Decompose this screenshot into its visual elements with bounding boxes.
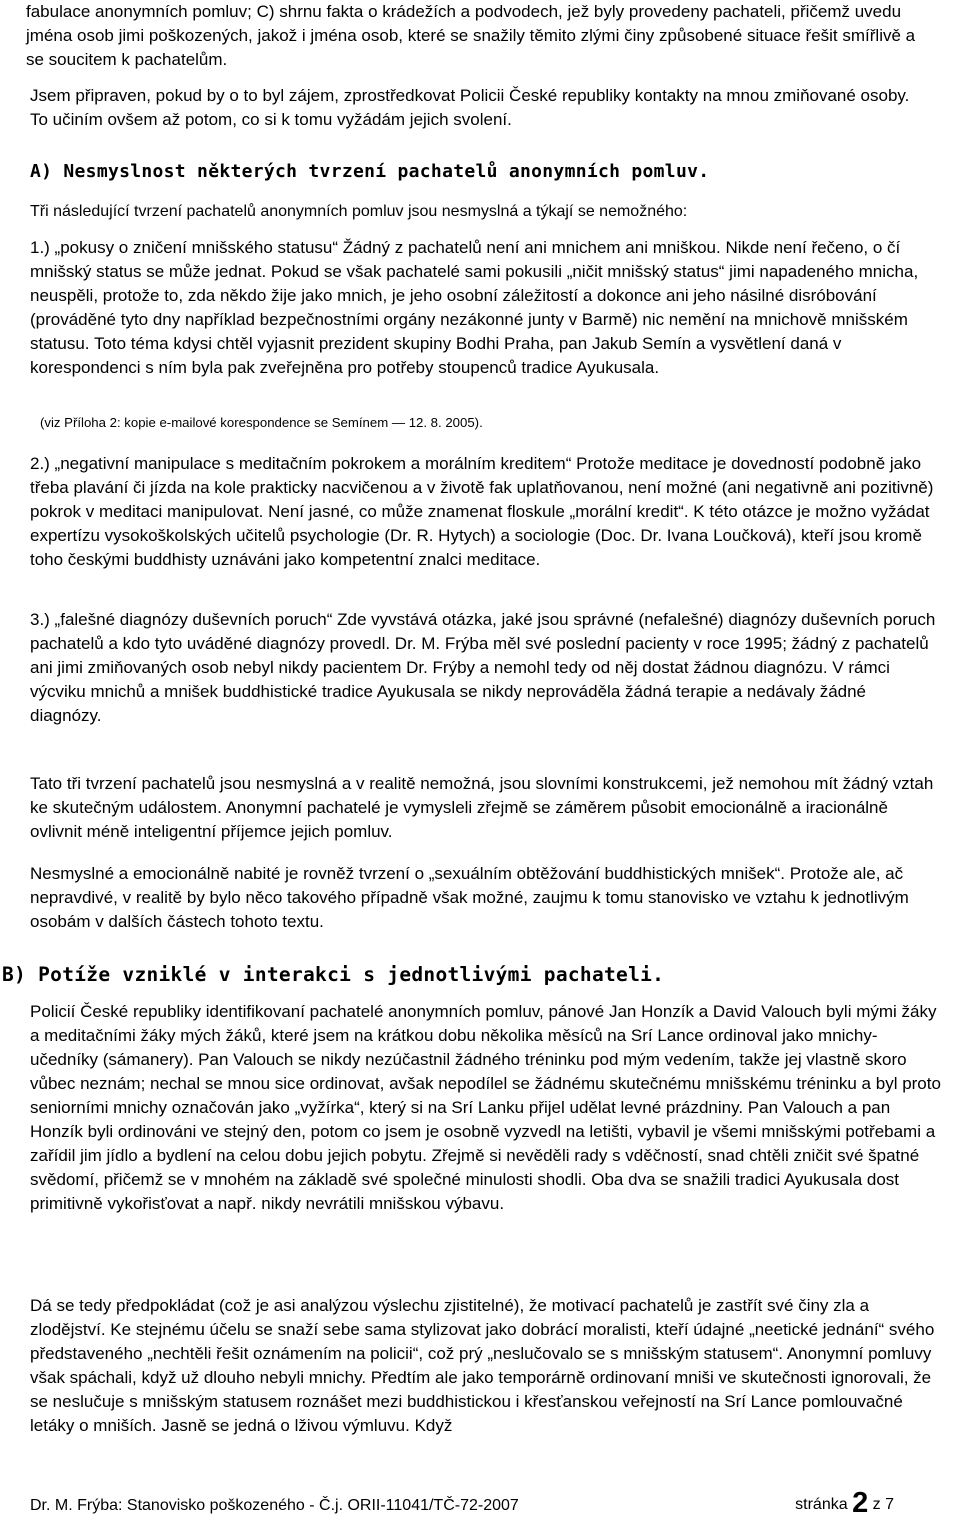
paragraph-harassment-claim: Nesmyslné a emocionálně nabité je rovněž tvrzení o „sexuálním obtěžování buddhistických mnišek“. Protože ale, ač nepravdivé, v realitě by bylo něco takového případně však možné, zaujmu k tomu stanovisko ve vztahu k jednotlivým osobám v dalších částech tohoto textu. [30, 864, 914, 931]
paragraph-intro-continuation: fabulace anonymních pomluv; C) shrnu fakta o krádežích a podvodech, jež byly provedeny pachateli, přičemž uvedu jména osob jimi poškozených, jakož i jména osob, které se snažily těmito zlými činy způsobené situace řešit smířlivě a se soucitem k pachatelům. [26, 2, 920, 69]
paragraph-perpetrators: Policií České republiky identifikovaní pachatelé anonymních pomluv, pánové Jan Honzík a David Valouch byli mými žáky a meditačními žáky mých žáků, které jsem na krátkou dobu několika měsíců na Srí Lance ordinoval jako mnichy-učedníky (sámanery). Pan Valouch se nikdy nezúčastnil žádného tréninku pod mým vedením, takže jej vlastně skoro vůbec neznám; nechal se mnou sice ordinovat, avšak nepodílel se žádnému skutečnému mnišskému tréninku a byl proto seniorními mnichy označován jako „vyžírka“, který si na Srí Lanku přijel udělat levné prázdniny. Pan Valouch a pan Honzík byli ordinováni ve stejný den, potom co jsem je osobně vyzvedl na letišti, vybavil je všemi mnišskými potřebami a zařídil jim jídlo a bydlení na celou dobu jejich pobytu. Zřejmě si nevěděli rady s vděčností, snad chtěli zničit své špatné svědomí, přičemž se v mnohém na základě své společné minulosti shodli. Oba dva se snažili tradici Ayukusala dost primitivně vykořisťovat a např. nikdy nevrátili mnišskou výbavu. [30, 1002, 946, 1213]
heading-section-b: B) Potíže vzniklé v interakci s jednotlivými pachateli. [2, 963, 665, 986]
paragraph-claim-3: 3.) „falešné diagnózy duševních poruch“ Zde vyvstává otázka, jaké jsou správné (nefalešné) diagnózy duševních poruch pachatelů a kdo tyto uváděné diagnózy provedl. Dr. M. Frýba měl své poslední pacienty v roce 1995; žádný z pachatelů ani jimi zmiňovaných osob nebyl nikdy pacientem Dr. Frýby a nemohl tedy od něj dostat žádnou diagnózu. V rámci výcviku mnichů a mnišek buddhistické tradice Ayukusala se nikdy neprováděla žádná terapie a nedávaly žádné diagnózy. [30, 610, 941, 725]
paragraph-claims-summary: Tato tři tvrzení pachatelů jsou nesmyslná a v realitě nemožná, jsou slovními konstrukcemi, jež nemohou mít žádný vztah ke skutečným událostem. Anonymní pachatelé je vymysleli zřejmě se záměrem působit emocionálně a iracionálně ovlivnit méně inteligentní příjemce jejich pomluv. [30, 774, 939, 841]
heading-section-a: A) Nesmyslnost některých tvrzení pachatelů anonymních pomluv. [30, 161, 710, 182]
paragraph-claim-2: 2.) „negativní manipulace s meditačním pokrokem a morálním kreditem“ Protože meditace je dovedností podobně jako třeba plavání či jízda na kole prakticky nacvičenou a v životě fak uplatňovanou, není možné (ani negativně ani pozitivně) pokrok v meditaci manipulovat. Není jasné, co může znamenat floskule „morální kredit“. K této otázce je možno vyžádat expertízu vysokoškolských učitelů psychologie (Dr. R. Hytych) a sociologie (Doc. Dr. Ivana Loučková), kteří jsou kromě toho českými buddhisty uznáváni jako kompetentní znalci meditace. [30, 454, 939, 569]
paragraph-three-claims-intro: Tři následující tvrzení pachatelů anonymních pomluv jsou nesmyslná a týkají se nemožného: [30, 203, 688, 220]
paragraph-claim-1-note: (viz Příloha 2: kopie e-mailové korespondence se Semínem — 12. 8. 2005). [40, 415, 483, 430]
footer-page-indicator [795, 1488, 894, 1520]
footer-document-reference: Dr. M. Frýba: Stanovisko poškozeného - Č.j. ORII-11041/TČ-72-2007 [30, 1497, 519, 1514]
footer-page-suffix: z 7 [872, 1496, 894, 1513]
paragraph-claim-1: 1.) „pokusy o zničení mnišského statusu“ Žádný z pachatelů není ani mnichem ani mniškou. Nikde není řečeno, o čí mnišský status se může jednat. Pokud se však pachatelé sami pokusili „ničit mnišský status“ jimi napadeného mnicha, neuspěli, protože to, zda někdo žije jako mnich, je jeho osobní záležitostí a dokonce ani jeho násilné disróbování (prováděné tyto dny například bezpečnostními orgány nezákonné junty v Barmě) nic nemění na mnichově mnišském statusu. Toto téma kdysi chtěl vyjasnit prezident skupiny Bodhi Praha, pan Jakub Semín a vysvětlení daná v korespondenci s ním byla pak zveřejněna pro potřeby stoupenců tradice Ayukusala. [30, 238, 923, 377]
paragraph-police-contacts: Jsem připraven, pokud by o to byl zájem, zprostředkovat Policii České republiky kontakty na mnou zmiňované osoby. To učiním ovšem až potom, co si k tomu vyžádám jejich svolení. [30, 86, 914, 129]
footer-page-prefix: stránka [795, 1496, 848, 1513]
footer-page-number: 2 [852, 1487, 869, 1519]
paragraph-motivation: Dá se tedy předpokládat (což je asi analýzou výslechu zjistitelné), že motivací pachatelů je zastřít své činy zla a zlodějství. Ke stejnému účelu se snaží sebe sama stylizovat jako dobrácí moralisti, kteří údajné „neetické jednání“ svého představeného „nechtěli řešit oznámením na policii“, což prý „neslučovalo se s mnišským statusem“. Anonymní pomluvy však spáchali, když už dlouho nebyli mnichy. Předtím ale jako temporárně ordinovaní mniši ve skutečnosti ignorovali, že se neslučuje s mnišským statusem roznášet mezi buddhistickou i křesťanskou veřejností na Srí Lance pomlouvačné letáky o mniších. Jasně se jedná o lživou výmluvu. Když [30, 1296, 940, 1435]
